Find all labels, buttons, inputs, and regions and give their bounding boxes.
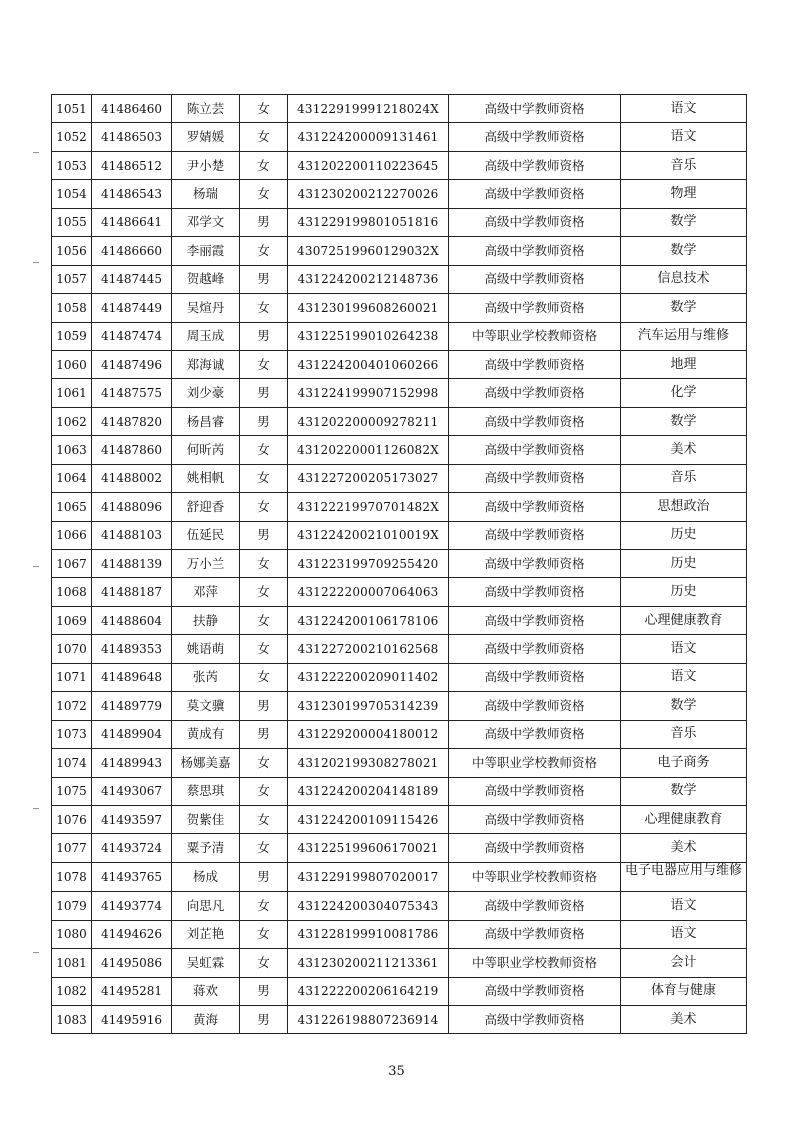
gender-cell: 女 [240, 578, 288, 606]
table-row [52, 720, 747, 748]
qualification-type-cell: 高级中学教师资格 [449, 493, 621, 521]
exam-number-cell: 41493765 [92, 862, 172, 891]
table-row [52, 436, 747, 464]
applicant-name-cell: 郑海诚 [172, 350, 240, 378]
gender-cell: 女 [240, 95, 288, 123]
qualification-type-cell: 中等职业学校教师资格 [449, 322, 621, 350]
table-row [52, 521, 747, 549]
serial-number-cell: 1057 [52, 265, 92, 293]
table-row [52, 493, 747, 521]
applicant-name-cell: 刘芷艳 [172, 920, 240, 948]
id-number-cell: 431228199910081786 [288, 920, 449, 948]
id-number-cell: 431222200209011402 [288, 663, 449, 691]
gender-cell: 女 [240, 635, 288, 663]
qualification-type-cell: 高级中学教师资格 [449, 777, 621, 805]
subject-cell: 历史 [621, 578, 747, 606]
applicant-name-cell: 黄海 [172, 1006, 240, 1034]
serial-number-cell: 1072 [52, 692, 92, 720]
exam-number-cell: 41486543 [92, 180, 172, 208]
id-number-cell: 431226198807236914 [288, 1006, 449, 1034]
applicant-name-cell: 贺紫佳 [172, 805, 240, 833]
qualification-type-cell: 中等职业学校教师资格 [449, 949, 621, 977]
subject-cell: 数学 [621, 237, 747, 265]
id-number-cell: 431230199608260021 [288, 294, 449, 322]
qualification-type-cell: 高级中学教师资格 [449, 407, 621, 435]
id-number-cell: 431230200212270026 [288, 180, 449, 208]
exam-number-cell: 41487496 [92, 350, 172, 378]
subject-cell: 数学 [621, 407, 747, 435]
applicant-name-cell: 杨成 [172, 862, 240, 891]
subject-cell: 体育与健康 [621, 977, 747, 1005]
serial-number-cell: 1065 [52, 493, 92, 521]
applicant-name-cell: 蒋欢 [172, 977, 240, 1005]
exam-number-cell: 41486512 [92, 151, 172, 179]
serial-number-cell: 1079 [52, 892, 92, 920]
table-row [52, 237, 747, 265]
exam-number-cell: 41493067 [92, 777, 172, 805]
table-row [52, 578, 747, 606]
gender-cell: 男 [240, 720, 288, 748]
serial-number-cell: 1052 [52, 123, 92, 151]
applicant-name-cell: 姚语萌 [172, 635, 240, 663]
serial-number-cell: 1073 [52, 720, 92, 748]
applicant-name-cell: 姚相帆 [172, 464, 240, 492]
subject-cell: 数学 [621, 777, 747, 805]
qualification-type-cell: 高级中学教师资格 [449, 606, 621, 634]
qualification-type-cell: 高级中学教师资格 [449, 180, 621, 208]
table-row [52, 920, 747, 948]
serial-number-cell: 1051 [52, 95, 92, 123]
exam-number-cell: 41489779 [92, 692, 172, 720]
id-number-cell: 431227200205173027 [288, 464, 449, 492]
serial-number-cell: 1054 [52, 180, 92, 208]
table-row [52, 977, 747, 1005]
gender-cell: 男 [240, 208, 288, 236]
subject-cell: 音乐 [621, 720, 747, 748]
exam-number-cell: 41487449 [92, 294, 172, 322]
applicant-name-cell: 向思凡 [172, 892, 240, 920]
gender-cell: 女 [240, 663, 288, 691]
table-row [52, 151, 747, 179]
id-number-cell: 431230199705314239 [288, 692, 449, 720]
applicant-name-cell: 罗婧媛 [172, 123, 240, 151]
exam-number-cell: 41488187 [92, 578, 172, 606]
qualification-type-cell: 高级中学教师资格 [449, 436, 621, 464]
applicant-name-cell: 李丽霞 [172, 237, 240, 265]
subject-cell: 音乐 [621, 464, 747, 492]
applicant-name-cell: 张芮 [172, 663, 240, 691]
table-row [52, 606, 747, 634]
exam-number-cell: 41488002 [92, 464, 172, 492]
serial-number-cell: 1075 [52, 777, 92, 805]
exam-number-cell: 41493774 [92, 892, 172, 920]
qualification-type-cell: 高级中学教师资格 [449, 151, 621, 179]
gender-cell: 女 [240, 123, 288, 151]
subject-cell: 地理 [621, 350, 747, 378]
exam-number-cell: 41495281 [92, 977, 172, 1005]
scan-mark [33, 952, 39, 953]
exam-number-cell: 41487575 [92, 379, 172, 407]
qualification-type-cell: 高级中学教师资格 [449, 123, 621, 151]
id-number-cell: 431202200009278211 [288, 407, 449, 435]
gender-cell: 女 [240, 777, 288, 805]
subject-cell: 美术 [621, 1006, 747, 1034]
id-number-cell: 431229199807020017 [288, 862, 449, 891]
gender-cell: 女 [240, 834, 288, 862]
qualification-type-cell: 高级中学教师资格 [449, 635, 621, 663]
subject-cell: 物理 [621, 180, 747, 208]
subject-cell: 语文 [621, 920, 747, 948]
gender-cell: 男 [240, 862, 288, 891]
exam-number-cell: 41487860 [92, 436, 172, 464]
table-row [52, 635, 747, 663]
id-number-cell: 431222200007064063 [288, 578, 449, 606]
qualification-type-cell: 中等职业学校教师资格 [449, 862, 621, 891]
exam-number-cell: 41488139 [92, 550, 172, 578]
id-number-cell: 431223199709255420 [288, 550, 449, 578]
applicant-name-cell: 邓萍 [172, 578, 240, 606]
gender-cell: 男 [240, 1006, 288, 1034]
subject-cell: 语文 [621, 95, 747, 123]
exam-number-cell: 41486460 [92, 95, 172, 123]
qualification-type-cell: 高级中学教师资格 [449, 464, 621, 492]
exam-number-cell: 41495916 [92, 1006, 172, 1034]
serial-number-cell: 1059 [52, 322, 92, 350]
applicant-name-cell: 蔡思琪 [172, 777, 240, 805]
gender-cell: 男 [240, 977, 288, 1005]
table-row [52, 180, 747, 208]
applicant-name-cell: 何昕芮 [172, 436, 240, 464]
subject-cell: 心理健康教育 [621, 805, 747, 833]
exam-number-cell: 41489904 [92, 720, 172, 748]
qualification-type-cell: 高级中学教师资格 [449, 805, 621, 833]
exam-number-cell: 41486660 [92, 237, 172, 265]
applicant-name-cell: 陈立芸 [172, 95, 240, 123]
gender-cell: 女 [240, 892, 288, 920]
serial-number-cell: 1083 [52, 1006, 92, 1034]
table-body [52, 95, 747, 1034]
exam-number-cell: 41489353 [92, 635, 172, 663]
subject-cell: 思想政治 [621, 493, 747, 521]
applicant-name-cell: 杨娜美嘉 [172, 749, 240, 777]
applicant-name-cell: 伍延民 [172, 521, 240, 549]
id-number-cell: 431224200304075343 [288, 892, 449, 920]
exam-number-cell: 41488096 [92, 493, 172, 521]
subject-cell: 美术 [621, 436, 747, 464]
serial-number-cell: 1081 [52, 949, 92, 977]
exam-number-cell: 41488604 [92, 606, 172, 634]
qualification-type-cell: 高级中学教师资格 [449, 350, 621, 378]
applicant-name-cell: 贺越峰 [172, 265, 240, 293]
id-number-cell: 43122219970701482X [288, 493, 449, 521]
serial-number-cell: 1070 [52, 635, 92, 663]
id-number-cell: 431224200401060266 [288, 350, 449, 378]
id-number-cell: 431202200110223645 [288, 151, 449, 179]
id-number-cell: 431224199907152998 [288, 379, 449, 407]
subject-cell: 会计 [621, 949, 747, 977]
gender-cell: 女 [240, 805, 288, 833]
table-row [52, 663, 747, 691]
exam-number-cell: 41493597 [92, 805, 172, 833]
id-number-cell: 431224200106178106 [288, 606, 449, 634]
gender-cell: 男 [240, 521, 288, 549]
qualification-type-cell: 高级中学教师资格 [449, 692, 621, 720]
table-row [52, 95, 747, 123]
id-number-cell: 431225199010264238 [288, 322, 449, 350]
exam-number-cell: 41487445 [92, 265, 172, 293]
qualification-type-cell: 中等职业学校教师资格 [449, 749, 621, 777]
table-row [52, 208, 747, 236]
applicant-name-cell: 莫文骥 [172, 692, 240, 720]
exam-number-cell: 41487474 [92, 322, 172, 350]
serial-number-cell: 1056 [52, 237, 92, 265]
subject-cell: 数学 [621, 208, 747, 236]
gender-cell: 女 [240, 464, 288, 492]
subject-cell: 心理健康教育 [621, 606, 747, 634]
serial-number-cell: 1055 [52, 208, 92, 236]
page-number: 35 [388, 1064, 405, 1079]
scan-mark [33, 152, 39, 153]
applicant-name-cell: 黄成有 [172, 720, 240, 748]
exam-number-cell: 41495086 [92, 949, 172, 977]
table-row [52, 123, 747, 151]
serial-number-cell: 1074 [52, 749, 92, 777]
gender-cell: 男 [240, 265, 288, 293]
id-number-cell: 43122420021010019X [288, 521, 449, 549]
table-row [52, 550, 747, 578]
subject-cell: 美术 [621, 834, 747, 862]
id-number-cell: 431222200206164219 [288, 977, 449, 1005]
subject-cell: 语文 [621, 635, 747, 663]
exam-number-cell: 41489648 [92, 663, 172, 691]
gender-cell: 女 [240, 920, 288, 948]
qualification-type-cell: 高级中学教师资格 [449, 834, 621, 862]
qualification-type-cell: 高级中学教师资格 [449, 1006, 621, 1034]
id-number-cell: 431229200004180012 [288, 720, 449, 748]
exam-number-cell: 41493724 [92, 834, 172, 862]
qualification-type-cell: 高级中学教师资格 [449, 379, 621, 407]
gender-cell: 女 [240, 350, 288, 378]
applicant-name-cell: 吴煊丹 [172, 294, 240, 322]
subject-cell: 数学 [621, 692, 747, 720]
qualification-type-cell: 高级中学教师资格 [449, 578, 621, 606]
table-row [52, 464, 747, 492]
applicant-name-cell: 邓学文 [172, 208, 240, 236]
exam-number-cell: 41486641 [92, 208, 172, 236]
serial-number-cell: 1058 [52, 294, 92, 322]
table-row [52, 379, 747, 407]
table-row [52, 777, 747, 805]
qualification-type-cell: 高级中学教师资格 [449, 977, 621, 1005]
exam-number-cell: 41494626 [92, 920, 172, 948]
gender-cell: 女 [240, 180, 288, 208]
gender-cell: 女 [240, 436, 288, 464]
table-row [52, 949, 747, 977]
id-number-cell: 431224200204148189 [288, 777, 449, 805]
id-number-cell: 431202199308278021 [288, 749, 449, 777]
qualification-type-cell: 高级中学教师资格 [449, 521, 621, 549]
applicant-name-cell: 尹小楚 [172, 151, 240, 179]
gender-cell: 女 [240, 550, 288, 578]
serial-number-cell: 1061 [52, 379, 92, 407]
subject-cell: 语文 [621, 892, 747, 920]
table-row [52, 1006, 747, 1034]
serial-number-cell: 1078 [52, 862, 92, 891]
gender-cell: 女 [240, 749, 288, 777]
subject-cell: 语文 [621, 123, 747, 151]
applicant-name-cell: 刘少豪 [172, 379, 240, 407]
subject-cell: 信息技术 [621, 265, 747, 293]
gender-cell: 女 [240, 294, 288, 322]
table-row [52, 749, 747, 777]
serial-number-cell: 1069 [52, 606, 92, 634]
serial-number-cell: 1080 [52, 920, 92, 948]
qualification-type-cell: 高级中学教师资格 [449, 265, 621, 293]
serial-number-cell: 1068 [52, 578, 92, 606]
serial-number-cell: 1062 [52, 407, 92, 435]
serial-number-cell: 1082 [52, 977, 92, 1005]
applicant-name-cell: 杨瑞 [172, 180, 240, 208]
exam-number-cell: 41489943 [92, 749, 172, 777]
applicant-name-cell: 扶静 [172, 606, 240, 634]
table-row [52, 322, 747, 350]
serial-number-cell: 1060 [52, 350, 92, 378]
qualification-table [51, 94, 747, 1034]
subject-cell: 语文 [621, 663, 747, 691]
gender-cell: 男 [240, 692, 288, 720]
gender-cell: 女 [240, 606, 288, 634]
qualification-type-cell: 高级中学教师资格 [449, 920, 621, 948]
table-row [52, 294, 747, 322]
serial-number-cell: 1076 [52, 805, 92, 833]
subject-cell: 汽车运用与维修 [621, 322, 747, 350]
serial-number-cell: 1071 [52, 663, 92, 691]
qualification-type-cell: 高级中学教师资格 [449, 550, 621, 578]
table-row [52, 350, 747, 378]
id-number-cell: 43122919991218024X [288, 95, 449, 123]
id-number-cell: 431225199606170021 [288, 834, 449, 862]
serial-number-cell: 1063 [52, 436, 92, 464]
table-row [52, 834, 747, 862]
serial-number-cell: 1066 [52, 521, 92, 549]
scan-mark [33, 566, 39, 567]
subject-cell: 数学 [621, 294, 747, 322]
applicant-name-cell: 万小兰 [172, 550, 240, 578]
gender-cell: 男 [240, 407, 288, 435]
gender-cell: 女 [240, 151, 288, 179]
applicant-name-cell: 杨昌睿 [172, 407, 240, 435]
serial-number-cell: 1064 [52, 464, 92, 492]
id-number-cell: 431230200211213361 [288, 949, 449, 977]
table-row [52, 265, 747, 293]
qualification-type-cell: 高级中学教师资格 [449, 237, 621, 265]
subject-cell: 电子电器应用与维修 [621, 862, 747, 891]
table-row [52, 892, 747, 920]
exam-number-cell: 41487820 [92, 407, 172, 435]
id-number-cell: 431224200212148736 [288, 265, 449, 293]
qualification-type-cell: 高级中学教师资格 [449, 95, 621, 123]
gender-cell: 女 [240, 237, 288, 265]
scan-mark [33, 808, 39, 809]
table-row [52, 805, 747, 833]
id-number-cell: 431229199801051816 [288, 208, 449, 236]
serial-number-cell: 1067 [52, 550, 92, 578]
id-number-cell: 431224200009131461 [288, 123, 449, 151]
qualification-type-cell: 高级中学教师资格 [449, 294, 621, 322]
gender-cell: 女 [240, 493, 288, 521]
scan-mark [33, 262, 39, 263]
id-number-cell: 43072519960129032X [288, 237, 449, 265]
id-number-cell: 431227200210162568 [288, 635, 449, 663]
table-row [52, 407, 747, 435]
table-row [52, 862, 747, 891]
id-number-cell: 431224200109115426 [288, 805, 449, 833]
exam-number-cell: 41486503 [92, 123, 172, 151]
gender-cell: 男 [240, 379, 288, 407]
subject-cell: 音乐 [621, 151, 747, 179]
subject-cell: 电子商务 [621, 749, 747, 777]
applicant-name-cell: 周玉成 [172, 322, 240, 350]
gender-cell: 女 [240, 949, 288, 977]
applicant-name-cell: 舒迎香 [172, 493, 240, 521]
qualification-type-cell: 高级中学教师资格 [449, 208, 621, 236]
qualification-type-cell: 高级中学教师资格 [449, 720, 621, 748]
qualification-type-cell: 高级中学教师资格 [449, 892, 621, 920]
serial-number-cell: 1077 [52, 834, 92, 862]
subject-cell: 化学 [621, 379, 747, 407]
qualification-type-cell: 高级中学教师资格 [449, 663, 621, 691]
applicant-name-cell: 粟予清 [172, 834, 240, 862]
subject-cell: 历史 [621, 550, 747, 578]
gender-cell: 男 [240, 322, 288, 350]
exam-number-cell: 41488103 [92, 521, 172, 549]
serial-number-cell: 1053 [52, 151, 92, 179]
applicant-name-cell: 吴虹霖 [172, 949, 240, 977]
id-number-cell: 43120220001126082X [288, 436, 449, 464]
subject-cell: 历史 [621, 521, 747, 549]
table-row [52, 692, 747, 720]
